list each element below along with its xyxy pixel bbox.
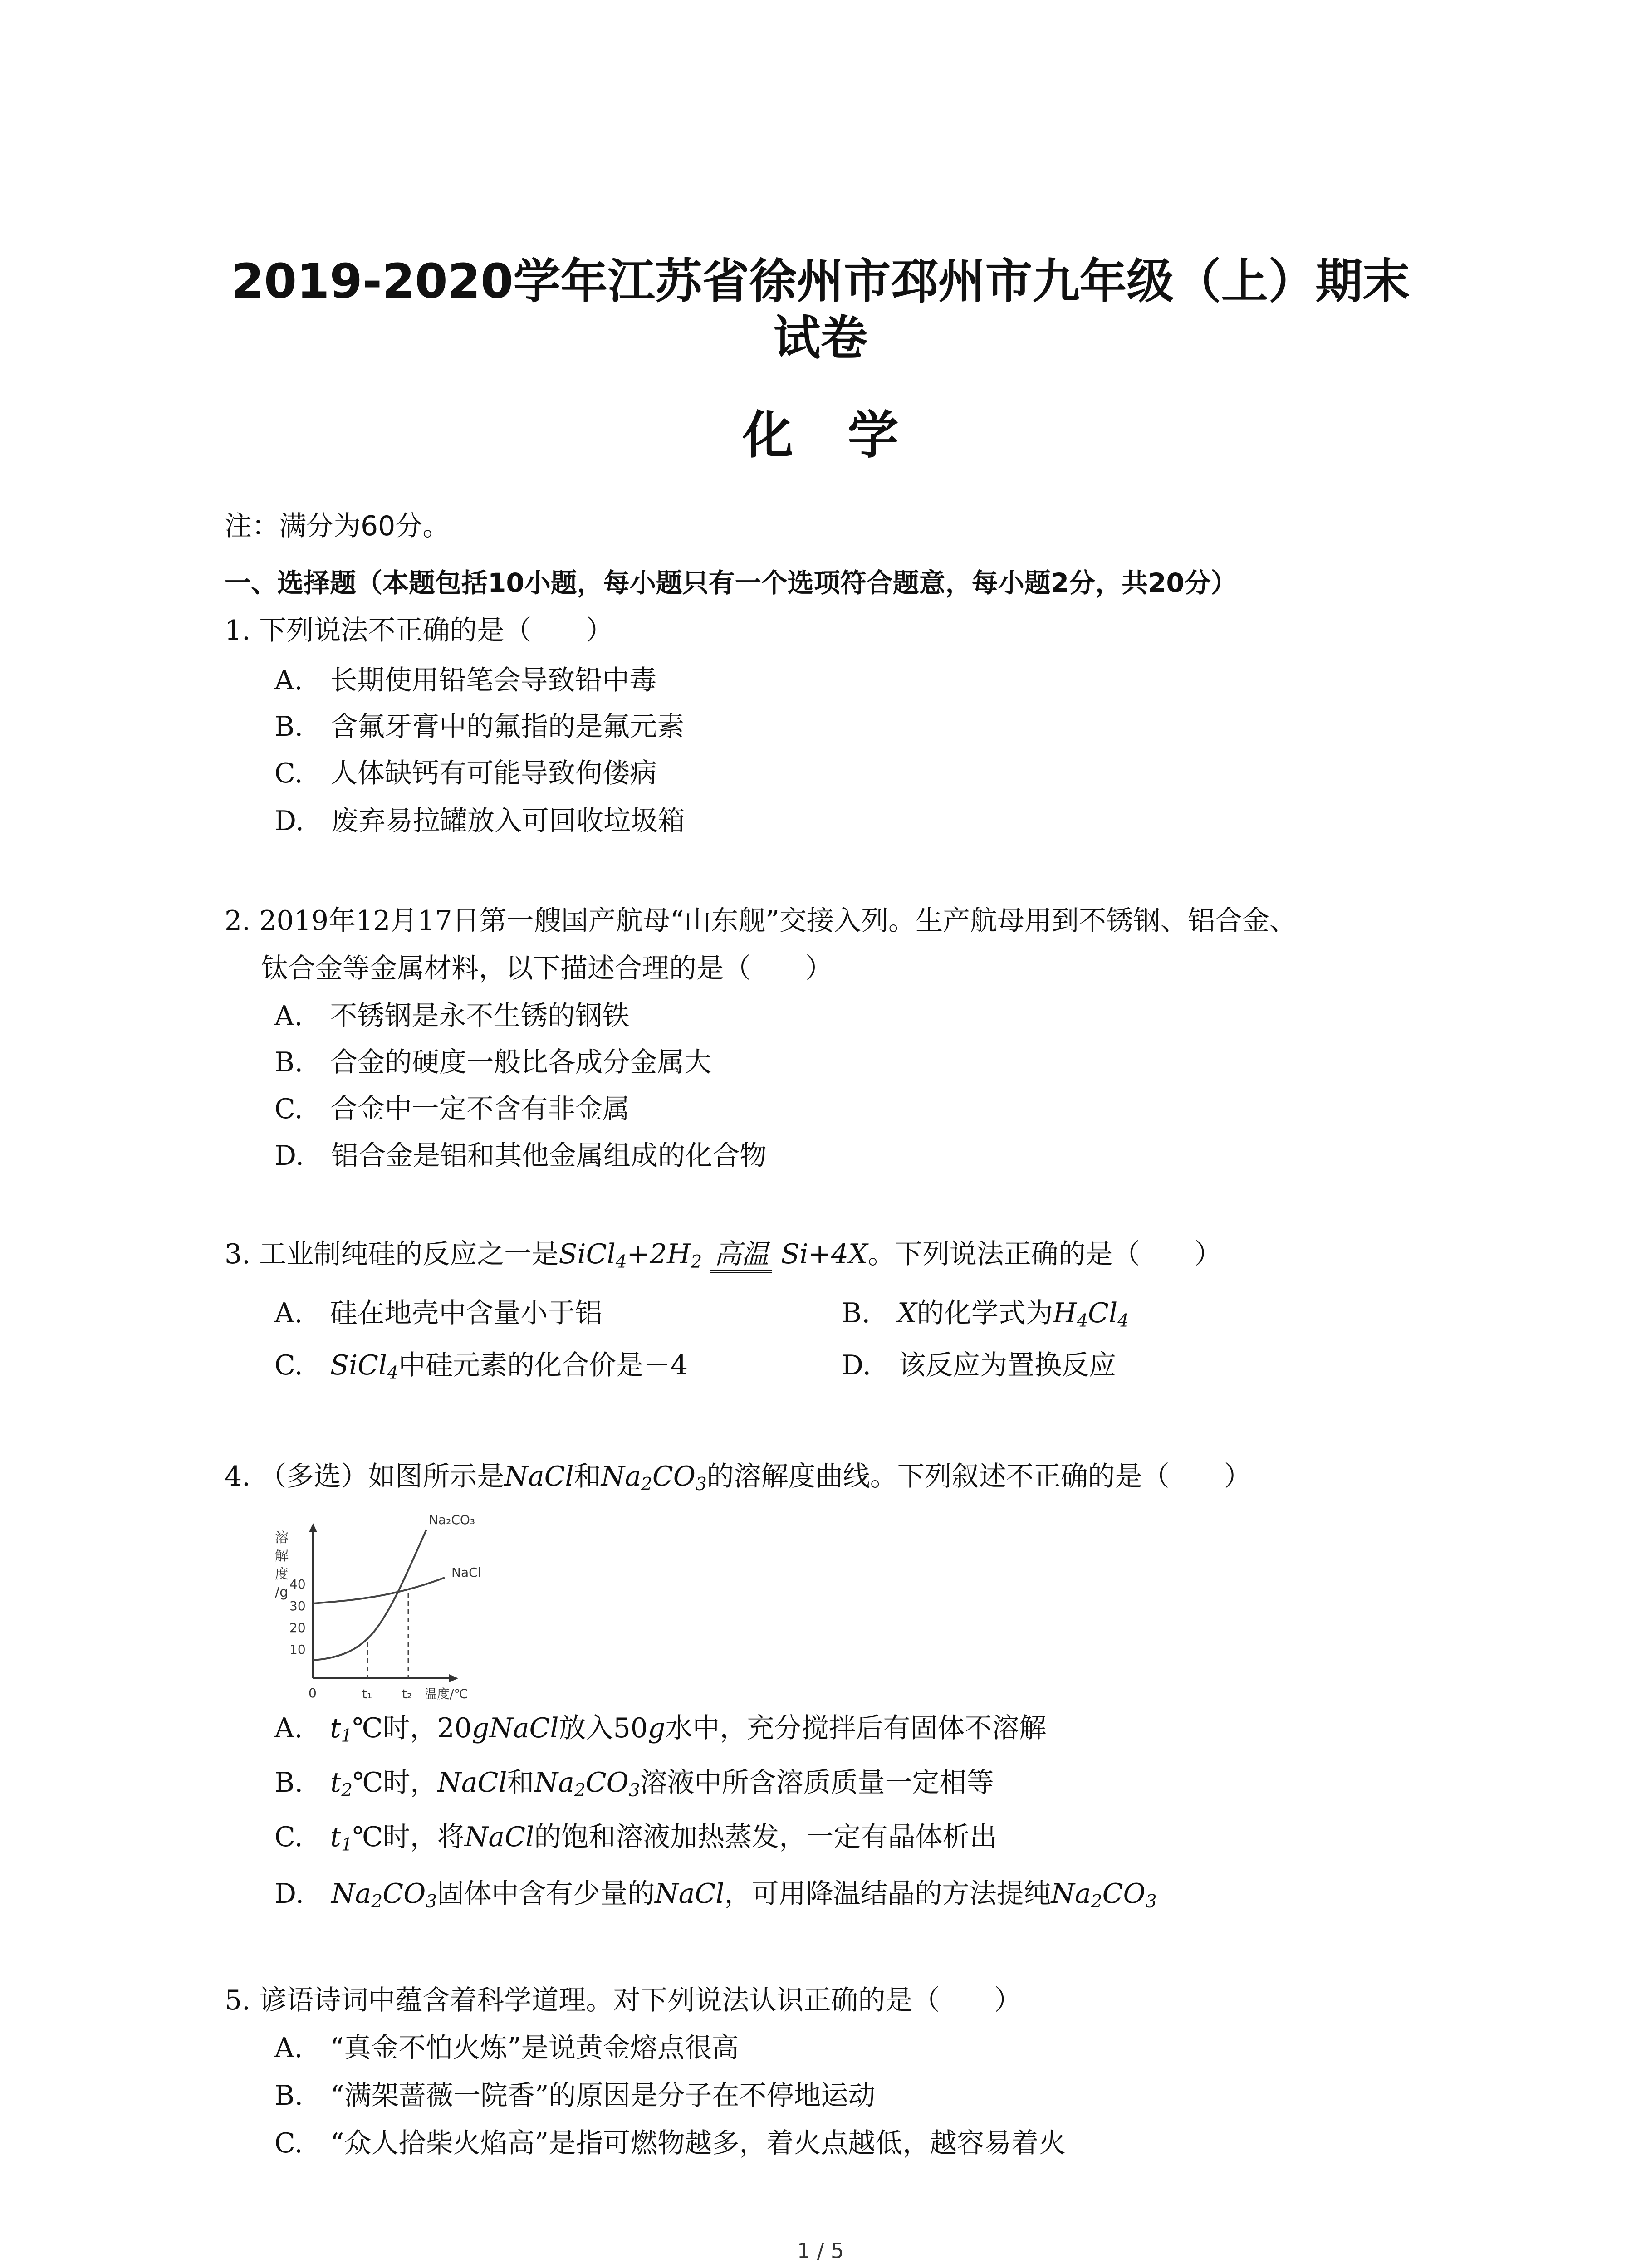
nacl-curve xyxy=(313,1578,445,1603)
q3-option-c xyxy=(274,1347,688,1392)
q2-option-d: D. 铝合金是铝和其他金属组成的化合物 xyxy=(274,1140,767,1172)
q4-option-a-label: A. xyxy=(274,1712,330,1744)
score-note: 注：满分为60分。 xyxy=(225,510,450,542)
q4-option-b xyxy=(274,1765,994,1809)
q4-stem-suffix: 的溶解度曲线。下列叙述不正确的是（ ） xyxy=(706,1461,1251,1492)
formula: $t_1$ xyxy=(330,1821,353,1855)
y-axis-label: 溶解度/g xyxy=(275,1530,289,1600)
q5-stem: 5. 谚语诗词中蕴含着科学道理。对下列说法认识正确的是（ ） xyxy=(225,1984,1022,2016)
q2-stem-line1: 2. 2019年12月17日第一艘国产航母“山东舰”交接入列。生产航母用到不锈钢、铝合金、 xyxy=(225,905,1297,937)
q3-equation: $SiCl_4+2H_2$ 高温 Si+4X xyxy=(558,1238,868,1272)
formula: $t_2$ xyxy=(330,1767,353,1801)
y-tick-10: 10 xyxy=(289,1642,306,1657)
formula: NaCl xyxy=(437,1767,507,1799)
page-number: 1 / 5 xyxy=(797,2239,844,2263)
q4-option-c xyxy=(274,1819,997,1863)
solubility-chart xyxy=(263,1510,517,1710)
q3-option-b-text: 的化学式为 xyxy=(916,1297,1053,1329)
q2-option-a: A. 不锈钢是永不生锈的钢铁 xyxy=(274,1000,630,1032)
formula: $t_1$ xyxy=(330,1712,353,1746)
q4-option-d-text2: ，可用降温结晶的方法提纯 xyxy=(724,1878,1051,1910)
q4-stem-prefix: 4. （多选）如图所示是 xyxy=(225,1461,505,1492)
q4-option-b-text1: ℃时， xyxy=(353,1767,438,1799)
q5-option-b: B. “满架蔷薇一院香”的原因是分子在不停地运动 xyxy=(274,2080,876,2112)
q3-option-b xyxy=(842,1295,1129,1339)
formula: SiCl$_4$ xyxy=(330,1349,399,1383)
x-axis-label: 温度/℃ xyxy=(424,1686,468,1701)
q2-stem-line2: 钛合金等金属材料，以下描述合理的是（ ） xyxy=(261,953,833,984)
q5-option-a: A. “真金不怕火炼”是说黄金熔点很高 xyxy=(274,2032,739,2064)
q3-option-c-label: C. xyxy=(274,1349,330,1381)
subject-heading: 化学 xyxy=(742,406,953,465)
x-tick-0: 0 xyxy=(309,1686,317,1701)
q4-stem-and: 和 xyxy=(573,1461,601,1492)
formula: g xyxy=(647,1712,666,1744)
q4-option-b-text3: 溶液中所含溶质质量一定相等 xyxy=(640,1767,994,1799)
q4-option-c-text1: ℃时，将 xyxy=(352,1821,465,1853)
q3-stem-suffix: 。下列说法正确的是（ ） xyxy=(867,1238,1222,1270)
series-label-nacl: NaCl xyxy=(451,1565,481,1580)
x-tick-t1: t₁ xyxy=(362,1686,372,1701)
q4-option-a-text1: ℃时，20 xyxy=(352,1712,472,1744)
x-axis-arrow xyxy=(449,1674,458,1682)
q1-option-c: C. 人体缺钙有可能导致佝偻病 xyxy=(274,758,657,789)
q1-stem: 1. 下列说法不正确的是（ ） xyxy=(225,615,613,646)
q1-option-b: B. 含氟牙膏中的氟指的是氟元素 xyxy=(274,711,685,743)
q4-option-d-text1: 固体中含有少量的 xyxy=(437,1878,655,1910)
formula: $Na_2CO_3$ xyxy=(1051,1878,1157,1912)
y-tick-20: 20 xyxy=(289,1620,306,1635)
y-tick-30: 30 xyxy=(289,1598,306,1613)
x-tick-t2: t₂ xyxy=(402,1686,412,1701)
formula: NaCl xyxy=(655,1878,725,1910)
q2-option-c: C. 合金中一定不含有非金属 xyxy=(274,1093,630,1125)
q3-option-a: A. 硅在地壳中含量小于铝 xyxy=(274,1297,603,1329)
q4-option-c-label: C. xyxy=(274,1821,330,1853)
reaction-condition: 高温 xyxy=(710,1238,772,1273)
q2-option-b: B. 合金的硬度一般比各成分金属大 xyxy=(274,1046,712,1078)
q1-option-a: A. 长期使用铅笔会导致铅中毒 xyxy=(274,665,657,696)
exam-title-line1: 2019-2020学年江苏省徐州市邳州市九年级（上）期末 xyxy=(231,254,1410,309)
formula: $H_4Cl_4$ xyxy=(1053,1297,1129,1331)
y-tick-40: 40 xyxy=(289,1577,306,1592)
formula: $Na_2CO_3$ xyxy=(601,1461,707,1495)
q4-option-c-text2: 的饱和溶液加热蒸发，一定有晶体析出 xyxy=(534,1821,997,1853)
formula: X xyxy=(897,1297,917,1329)
q4-option-a-text2: 放入50 xyxy=(558,1712,648,1744)
na2co3-curve xyxy=(313,1530,426,1660)
q3-stem xyxy=(225,1236,1222,1281)
q3-stem-prefix: 3. 工业制纯硅的反应之一是 xyxy=(225,1238,559,1270)
q4-option-a xyxy=(274,1710,1046,1755)
formula: $Na_2CO_3$ xyxy=(534,1767,640,1801)
formula: NaCl xyxy=(464,1821,534,1853)
formula: $Na_2CO_3$ xyxy=(331,1878,437,1912)
q1-option-d: D. 废弃易拉罐放入可回收垃圾箱 xyxy=(274,805,686,837)
q4-option-d xyxy=(274,1876,1157,1920)
formula: NaCl xyxy=(504,1461,574,1492)
q4-option-a-text3: 水中，充分搅拌后有固体不溶解 xyxy=(665,1712,1047,1744)
formula: gNaCl xyxy=(471,1712,559,1744)
q5-option-c: C. “众人拾柴火焰高”是指可燃物越多，着火点越低，越容易着火 xyxy=(274,2127,1066,2159)
series-label-na2co3: Na₂CO₃ xyxy=(429,1512,475,1527)
q4-option-b-label: B. xyxy=(274,1767,331,1799)
q4-option-b-text2: 和 xyxy=(507,1767,534,1799)
q3-option-d: D. 该反应为置换反应 xyxy=(842,1349,1117,1381)
exam-title-line2: 试卷 xyxy=(773,310,868,366)
q4-stem xyxy=(225,1458,1251,1503)
section-heading: 一、选择题（本题包括10小题，每小题只有一个选项符合题意，每小题2分，共20分） xyxy=(225,567,1237,598)
q4-option-d-label: D. xyxy=(274,1878,332,1910)
y-axis-arrow xyxy=(309,1523,317,1532)
q3-option-b-label: B. xyxy=(842,1297,898,1329)
q3-option-c-text: 中硅元素的化合价是－4 xyxy=(398,1349,688,1381)
